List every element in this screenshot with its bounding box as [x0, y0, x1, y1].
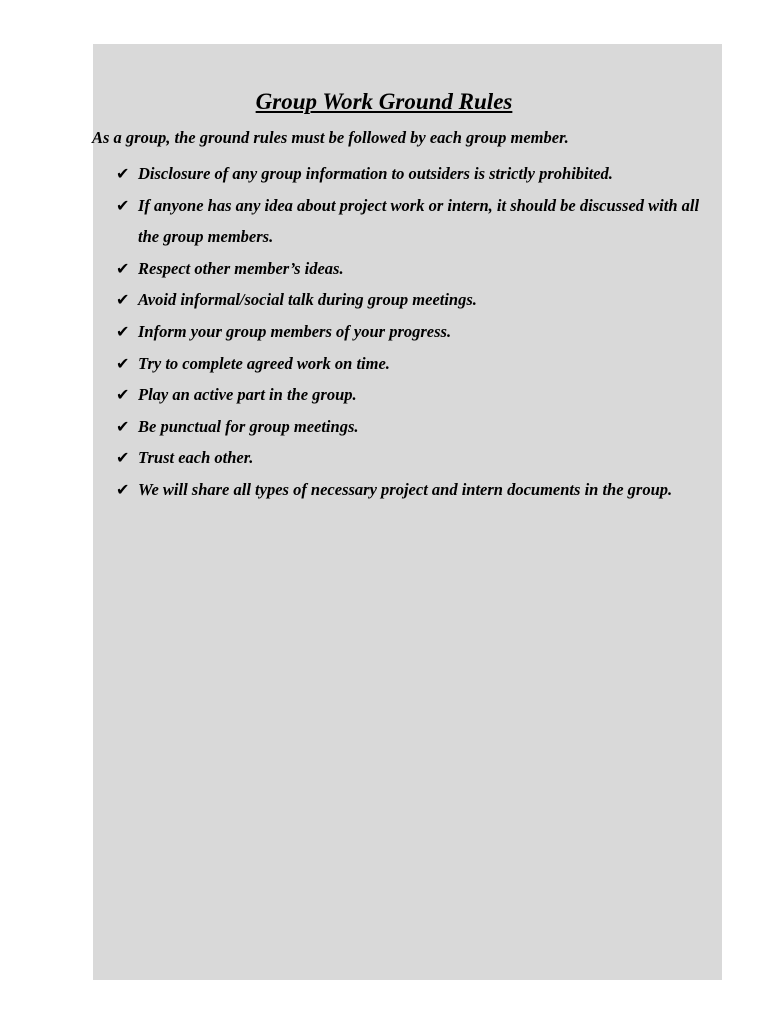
check-mark-icon: ✔: [116, 448, 130, 468]
check-mark-icon: ✔: [116, 290, 130, 310]
rule-text: Try to complete agreed work on time.: [138, 353, 390, 373]
intro-text: As a group, the ground rules must be followed by each group member.: [92, 128, 569, 147]
rule-text: Inform your group members of your progress.: [138, 321, 452, 341]
check-mark-icon: ✔: [116, 353, 130, 373]
rule-text: Avoid informal/social talk during group meetings.: [138, 290, 477, 310]
list-item: [116, 379, 716, 411]
list-item: [116, 284, 716, 316]
rule-text: Disclosure of any group information to outsiders is strictly prohibited.: [138, 164, 613, 183]
rule-text: Play an active part in the group.: [138, 385, 357, 405]
list-item: [116, 442, 716, 474]
list-item: [116, 158, 716, 190]
check-mark-icon: ✔: [116, 385, 130, 405]
check-mark-icon: ✔: [116, 258, 130, 278]
rule-text: We will share all types of necessary project and intern documents in the group.: [138, 479, 673, 499]
list-item: [116, 474, 716, 506]
rule-text: Trust each other.: [138, 448, 254, 468]
rule-text: Be punctual for group meetings.: [138, 416, 359, 436]
list-item: [116, 316, 716, 348]
rule-text: Respect other member’s ideas.: [138, 258, 344, 278]
check-mark-icon: ✔: [116, 164, 130, 183]
check-mark-icon: ✔: [116, 479, 130, 499]
list-item: [116, 190, 716, 253]
list-item: [116, 348, 716, 380]
ground-rules-list: [116, 158, 716, 506]
check-mark-icon: ✔: [116, 321, 130, 341]
list-item: [116, 411, 716, 443]
rule-text: If anyone has any idea about project work or intern, it should be discussed with all the group members.: [138, 195, 700, 247]
check-mark-icon: ✔: [116, 416, 130, 436]
check-mark-icon: ✔: [116, 195, 130, 215]
page-title: Group Work Ground Rules: [255, 89, 513, 114]
list-item: [116, 253, 716, 285]
